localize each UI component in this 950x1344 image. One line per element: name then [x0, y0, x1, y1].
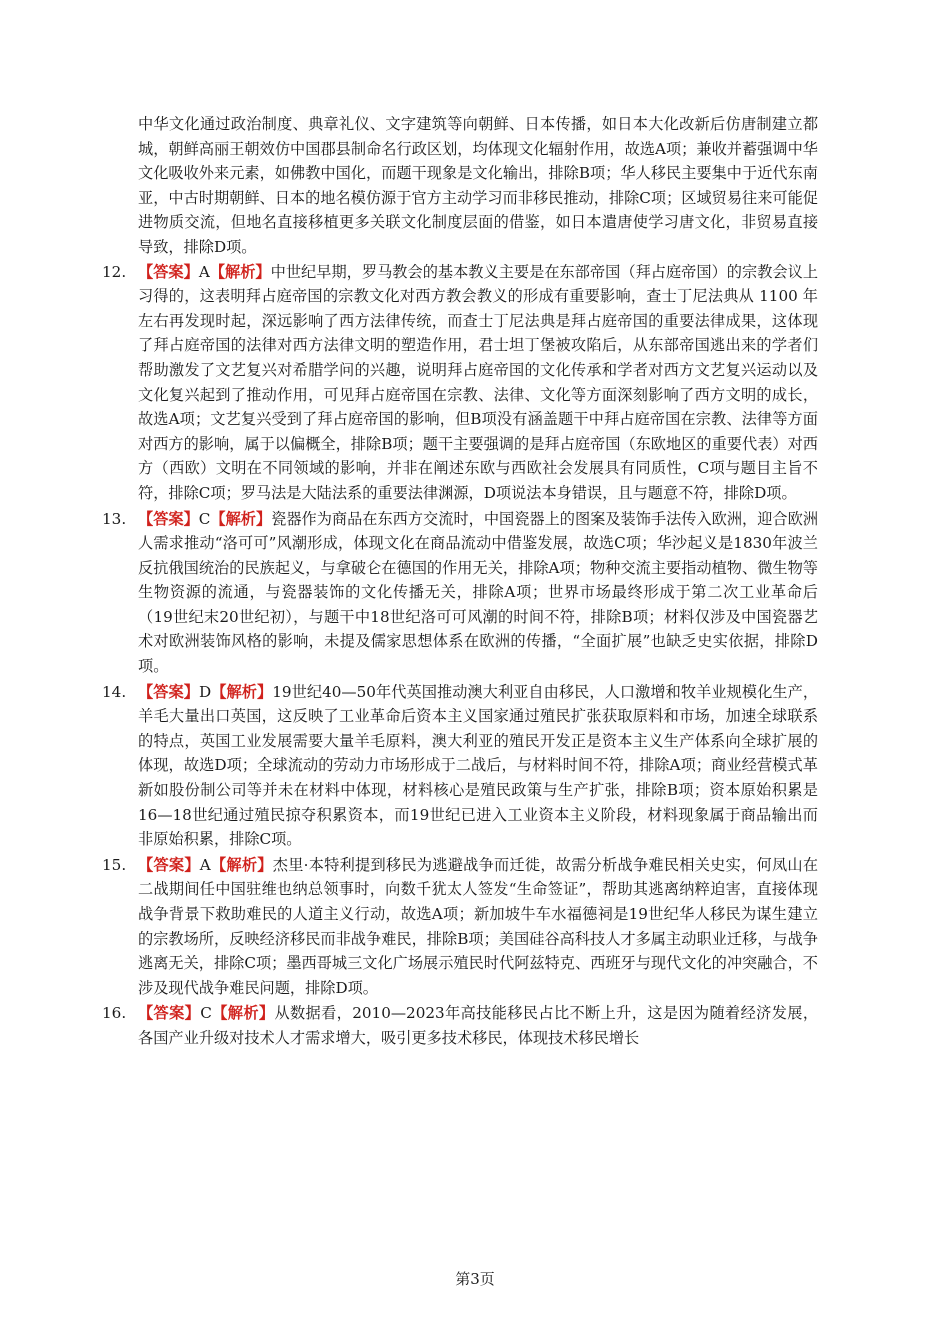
question-item-14	[102, 680, 819, 852]
answer-choice: D	[198, 682, 212, 701]
question-item-13	[102, 507, 819, 679]
analysis-label: 【解析】	[211, 1004, 275, 1023]
answer-choice: C	[198, 509, 211, 528]
analysis-text: 从数据看，2010—2023年高技能移民占比不断上升，这是因为随着经济发展，各国产业升级对技术人才需求增大，吸引更多技术移民，体现技术移民增长	[138, 1004, 819, 1047]
question-item-12	[102, 260, 819, 506]
question-number: 13.	[102, 509, 127, 528]
analysis-label: 【解析】	[209, 262, 271, 281]
page-number: 第3页	[455, 1270, 495, 1288]
answer-choice: A	[199, 855, 211, 874]
question-number: 15.	[102, 855, 127, 874]
analysis-text: 瓷器作为商品在东西方交流时，中国瓷器上的图案及装饰手法传入欧洲，迎合欧洲人需求推动“洛可可”风潮形成，体现文化在商品流动中借鉴发展，故选C项；华沙起义是1830年波兰反抗俄国统治的民族起义，与拿破仑在德国的作用无关，排除A项；物种交流主要指动植物、微生物等生物资源的流通，与瓷器装饰的文化传播无关，排除A项；世界市场最终形成于第二次工业革命后（19世纪末20世纪初），与题干中18世纪洛可可风潮的时间不符，排除B项；材料仅涉及中国瓷器艺术对欧洲装饰风格的影响，未提及儒家思想体系在欧洲的传播，“全面扩展”也缺乏史实依据，排除D项。	[138, 509, 819, 676]
question-number: 12.	[102, 262, 127, 281]
continued-explanation-11: 中华文化通过政治制度、典章礼仪、文字建筑等向朝鲜、日本传播，如日本大化改新后仿唐制建立都城，朝鲜高丽王朝效仿中国郡县制命名行政区划，均体现文化辐射作用，故选A项；兼收并蓄强调中华文化吸收外来元素，如佛教中国化，而题干现象是文化输出，排除B项；华人移民主要集中于近代东南亚，中古时期朝鲜、日本的地名模仿源于官方主动学习而非移民推动，排除C项；区域贸易往来可能促进物质交流，但地名直接移植更多关联文化制度层面的借鉴，如日本遣唐使学习唐文化，非贸易直接导致，排除D项。	[138, 115, 818, 256]
answer-label: 【答案】	[138, 682, 199, 701]
question-number: 16.	[102, 1004, 127, 1023]
answer-explanations	[102, 112, 819, 1052]
question-number: 14.	[102, 682, 127, 701]
analysis-text: 19世纪40—50年代英国推动澳大利亚自由移民，人口激增和牧羊业规模化生产，羊毛大量出口英国，这反映了工业革命后资本主义国家通过殖民扩张获取原料和市场，加速全球联系的特点，英国工业发展需要大量羊毛原料，澳大利亚的殖民开发正是资本主义生产体系向全球扩展的体现，故选D项；全球流动的劳动力市场形成于二战后，与材料时间不符，排除A项；商业经营模式革新如股份制公司等并未在材料中体现，材料核心是殖民政策与生产扩张，排除B项；资本原始积累是16—18世纪通过殖民掠夺积累资本，而19世纪已进入工业资本主义阶段，材料现象属于商品输出而非原始积累，排除C项。	[138, 682, 819, 849]
answer-label: 【答案】	[138, 509, 199, 528]
answer-label: 【答案】	[138, 1004, 201, 1023]
answer-choice: A	[198, 262, 210, 281]
analysis-label: 【解析】	[211, 682, 273, 701]
analysis-label: 【解析】	[210, 855, 273, 874]
question-item-16	[102, 1001, 819, 1050]
analysis-text: 中世纪早期，罗马教会的基本教义主要是在东部帝国（拜占庭帝国）的宗教会议上习得的，这表明拜占庭帝国的宗教文化对西方教会教义的形成有重要影响，查士丁尼法典从 1100 年左右再发现时起，深远影响了西方法律传统，而查士丁尼法典是拜占庭帝国的重要法律成果，这体现了拜占庭帝国的法律对西方法律文明的塑造作用，君士坦丁堡被攻陷后，从东部帝国逃出来的学者们帮助激发了文艺复兴对希腊学问的兴趣，说明拜占庭帝国的文化传承和学者对西方文艺复兴运动以及文化复兴起到了推动作用，可见拜占庭帝国在宗教、法律、文化等方面深刻影响了西方文明的成长，故选A项；文艺复兴受到了拜占庭帝国的影响，但B项没有涵盖题干中拜占庭帝国在宗教、法律等方面对西方的影响，属于以偏概全，排除B项；题干主要强调的是拜占庭帝国（东欧地区的重要代表）对西方（西欧）文明在不同领域的影响，并非在阐述东欧与西欧社会发展具有同质性，C项与题目主旨不符，排除C项；罗马法是大陆法系的重要法律渊源，D项说法本身错误，且与题意不符，排除D项。	[138, 262, 819, 502]
answer-label: 【答案】	[138, 855, 200, 874]
question-item-15	[102, 853, 819, 1001]
answer-label: 【答案】	[138, 262, 199, 281]
answer-choice: C	[200, 1004, 212, 1023]
analysis-text: 杰里·本特利提到移民为逃避战争而迁徙，故需分析战争难民相关史实，何凤山在二战期间任中国驻维也纳总领事时，向数千犹太人签发“生命签证”，帮助其逃离纳粹迫害，直接体现战争背景下救助难民的人道主义行动，故选A项；新加坡牛车水福德祠是19世纪华人移民为谋生建立的宗教场所，反映经济移民而非战争难民，排除B项；美国硅谷高科技人才多属主动职业迁移，与战争逃离无关，排除C项；墨西哥城三文化广场展示殖民时代阿兹特克、西班牙与现代文化的冲突融合，不涉及现代战争难民问题，排除D项。	[138, 855, 819, 997]
analysis-label: 【解析】	[210, 509, 272, 528]
